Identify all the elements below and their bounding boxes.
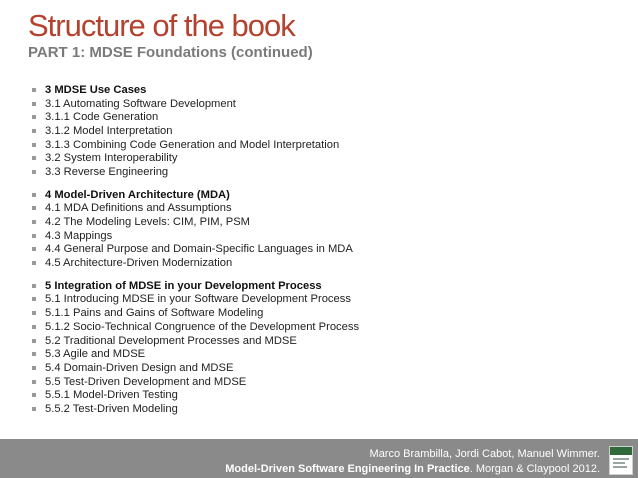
list-item: [31, 97, 621, 111]
list-item-text: 5.5.2 Test-Driven Modeling: [45, 402, 178, 415]
list-item-text: 4.2 The Modeling Levels: CIM, PIM, PSM: [45, 216, 250, 229]
list-item-text: 3 MDSE Use Cases: [45, 83, 147, 96]
list-item-text: 5.5.1 Model-Driven Testing: [45, 389, 178, 402]
square-bullet-icon: [32, 143, 36, 147]
list-item: [31, 402, 621, 416]
square-bullet-icon: [32, 325, 36, 329]
footer-book-title: Model-Driven Software Engineering In Practice: [225, 463, 470, 475]
square-bullet-icon: [32, 206, 36, 210]
chapter-heading: [31, 188, 621, 202]
list-item: [31, 361, 621, 375]
square-bullet-icon: [32, 261, 36, 265]
list-item-text: 4.4 General Purpose and Domain-Specific Languages in MDA: [45, 243, 353, 256]
footer-citation: [225, 463, 600, 475]
slide-title: Structure of the book: [28, 8, 295, 43]
section-group: [31, 279, 621, 416]
footer-authors: Marco Brambilla, Jordi Cabot, Manuel Wimmer.: [369, 448, 600, 460]
list-item-text: 3.1 Automating Software Development: [45, 97, 236, 110]
list-item: [31, 229, 621, 243]
list-item: [31, 215, 621, 229]
square-bullet-icon: [32, 247, 36, 251]
list-item-text: 5 Integration of MDSE in your Development Process: [45, 279, 322, 292]
footer-publisher: . Morgan & Claypool 2012.: [469, 463, 600, 475]
square-bullet-icon: [32, 156, 36, 160]
list-item: [31, 124, 621, 138]
square-bullet-icon: [32, 129, 36, 133]
list-item: [31, 306, 621, 320]
square-bullet-icon: [32, 366, 36, 370]
square-bullet-icon: [32, 88, 36, 92]
square-bullet-icon: [32, 407, 36, 411]
list-item-text: 5.1 Introducing MDSE in your Software Development Process: [45, 293, 351, 306]
list-item-text: 5.5 Test-Driven Development and MDSE: [45, 375, 247, 388]
square-bullet-icon: [32, 234, 36, 238]
square-bullet-icon: [32, 102, 36, 106]
list-item: [31, 165, 621, 179]
footer-bar: [0, 439, 638, 478]
list-item: [31, 293, 621, 307]
square-bullet-icon: [32, 170, 36, 174]
list-item-text: 4.3 Mappings: [45, 229, 113, 242]
list-item: [31, 347, 621, 361]
list-item: [31, 256, 621, 270]
list-item: [31, 375, 621, 389]
list-item: [31, 388, 621, 402]
list-item-text: 5.3 Agile and MDSE: [45, 348, 146, 361]
square-bullet-icon: [32, 352, 36, 356]
section-group: [31, 83, 621, 179]
square-bullet-icon: [32, 284, 36, 288]
square-bullet-icon: [32, 311, 36, 315]
list-item-text: 3.1.1 Code Generation: [45, 111, 159, 124]
square-bullet-icon: [32, 193, 36, 197]
slide-subtitle: PART 1: MDSE Foundations (continued): [28, 44, 313, 61]
square-bullet-icon: [32, 380, 36, 384]
list-item-text: 5.4 Domain-Driven Design and MDSE: [45, 361, 234, 374]
list-item: [31, 138, 621, 152]
list-item: [31, 243, 621, 257]
square-bullet-icon: [32, 339, 36, 343]
list-item-text: 3.1.3 Combining Code Generation and Model Interpretation: [45, 138, 340, 151]
table-of-contents: [31, 83, 621, 425]
list-item-text: 5.1.1 Pains and Gains of Software Modeling: [45, 307, 264, 320]
list-item-text: 3.3 Reverse Engineering: [45, 165, 169, 178]
list-item: [31, 151, 621, 165]
chapter-heading: [31, 279, 621, 293]
section-group: [31, 188, 621, 270]
list-item-text: 5.1.2 Socio-Technical Congruence of the Development Process: [45, 320, 360, 333]
list-item: [31, 202, 621, 216]
chapter-heading: [31, 83, 621, 97]
book-cover-icon: [609, 446, 633, 475]
list-item-text: 4 Model-Driven Architecture (MDA): [45, 188, 230, 201]
list-item-text: 4.5 Architecture-Driven Modernization: [45, 257, 233, 270]
square-bullet-icon: [32, 220, 36, 224]
list-item-text: 3.1.2 Model Interpretation: [45, 124, 173, 137]
list-item-text: 3.2 System Interoperability: [45, 152, 178, 165]
square-bullet-icon: [32, 115, 36, 119]
square-bullet-icon: [32, 297, 36, 301]
list-item: [31, 110, 621, 124]
list-item: [31, 334, 621, 348]
list-item: [31, 320, 621, 334]
list-item-text: 4.1 MDA Definitions and Assumptions: [45, 202, 232, 215]
list-item-text: 5.2 Traditional Development Processes and MDSE: [45, 334, 297, 347]
square-bullet-icon: [32, 393, 36, 397]
